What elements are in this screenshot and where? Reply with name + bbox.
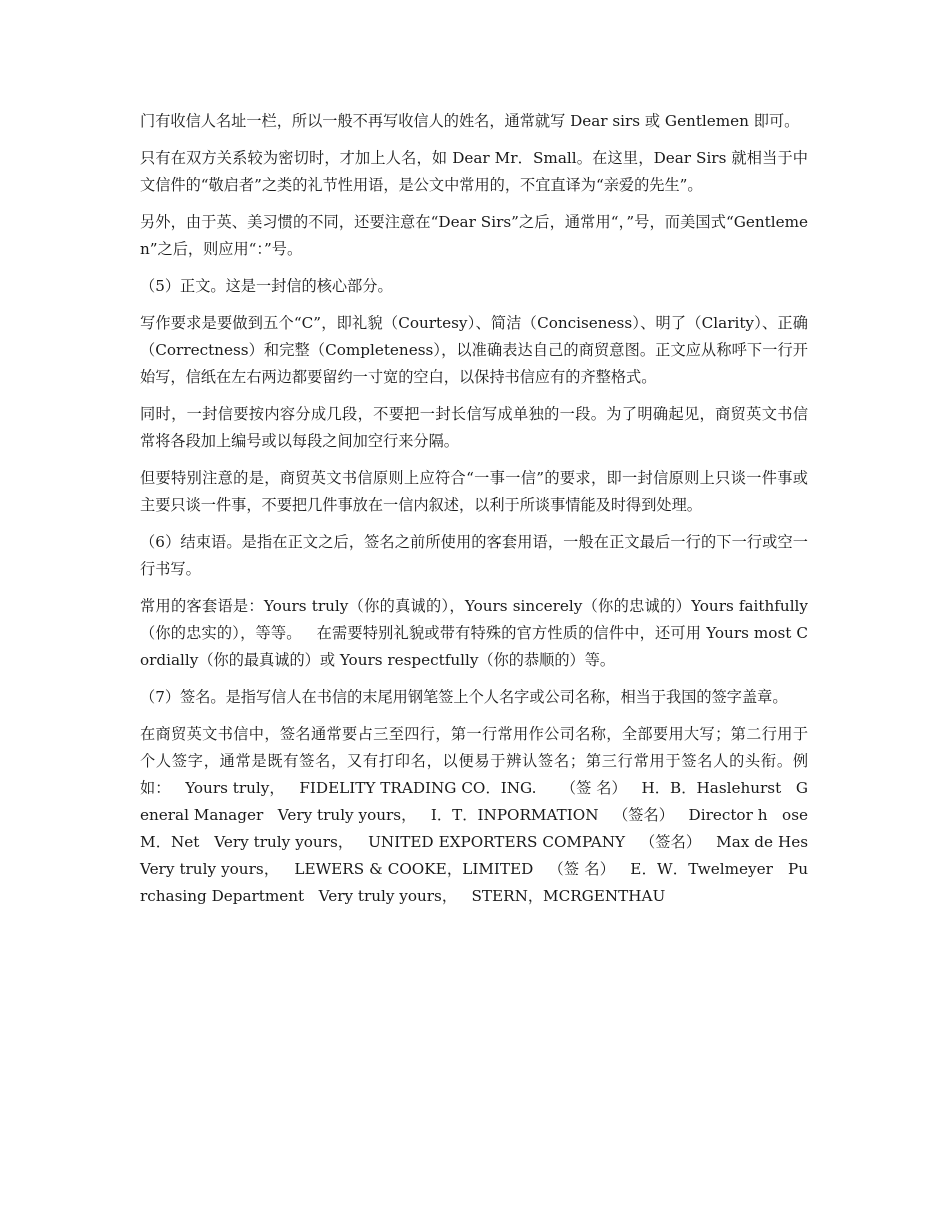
document-page — [140, 108, 823, 920]
paragraph-segmentation: 同时，一封信要按内容分成几段，不要把一封长信写成单独的一段。为了明确起见，商贸英文书信常将各段加上编号或以每段之间加空行来分隔。 — [140, 405, 808, 450]
paragraph-signature-heading: （7）签名。是指写信人在书信的末尾用钢笔签上个人名字或公司名称，相当于我国的签字盖章。 — [140, 688, 788, 706]
paragraph-closing-heading: （6）结束语。是指在正文之后，签名之前所使用的客套用语，一般在正文最后一行的下一行或空一行书写。 — [140, 533, 808, 578]
paragraph-dear-sirs-usage: 只有在双方关系较为密切时，才加上人名，如 Dear Mr．Small。在这里，Dear Sirs 就相当于中文信件的“敬启者”之类的礼节性用语，是公文中常用的，不宜直译为“亲爱的先生”。 — [140, 149, 808, 194]
paragraph-salutation-note: 门有收信人名址一栏，所以一般不再写收信人的姓名，通常就写 Dear sirs 或 Gentlemen 即可。 — [140, 112, 800, 130]
paragraph-punctuation-note: 另外，由于英、美习惯的不同，还要注意在“Dear Sirs”之后，通常用“，”号，而美国式“Gentlemen”之后，则应用“：”号。 — [140, 213, 808, 258]
paragraph-closing-examples: 常用的客套语是：Yours truly（你的真诚的），Yours sincerely（你的忠诚的）Yours faithfully（你的忠实的），等等。 在需要特别礼貌或带有特殊的官方性质的信件中，还可用 Yours most Cordially（你的最真诚的）或 Yours respectfully（你的恭顺的）等。 — [140, 597, 808, 669]
paragraph-body-heading: （5）正文。这是一封信的核心部分。 — [140, 277, 393, 295]
paragraph-one-matter: 但要特别注意的是，商贸英文书信原则上应符合“一事一信”的要求，即一封信原则上只谈一件事或主要只谈一件事，不要把几件事放在一信内叙述，以利于所谈事情能及时得到处理。 — [140, 469, 808, 514]
paragraph-signature-examples: 在商贸英文书信中，签名通常要占三至四行，第一行常用作公司名称，全部要用大写；第二行用于个人签字，通常是既有签名，又有打印名，以便易于辨认签名；第三行常用于签名人的头衔。例如： Yours truly， FIDELITY TRADING CO．ING. （签 名） H．B．Haslehurst General Manager Very truly yours， I．T．INPORMATION （签名） Director h ose M．Net Very truly yours， UNITED EXPORTERS COMPANY （签名） Max de Hes Very truly yours， LEWERS & COOKE，LIMITED （签 名） E．W．Twelmeyer Purchasing Department Very truly yours， STERN，MCRGENTHAU — [140, 725, 823, 905]
paragraph-five-c: 写作要求是要做到五个“C”，即礼貌（Courtesy）、简洁（Conciseness）、明了（Clarity）、正确（Correctness）和完整（Completeness），以准确表达自己的商贸意图。正文应从称呼下一行开始写，信纸在左右两边都要留约一寸宽的空白，以保持书信应有的齐整格式。 — [140, 314, 808, 386]
